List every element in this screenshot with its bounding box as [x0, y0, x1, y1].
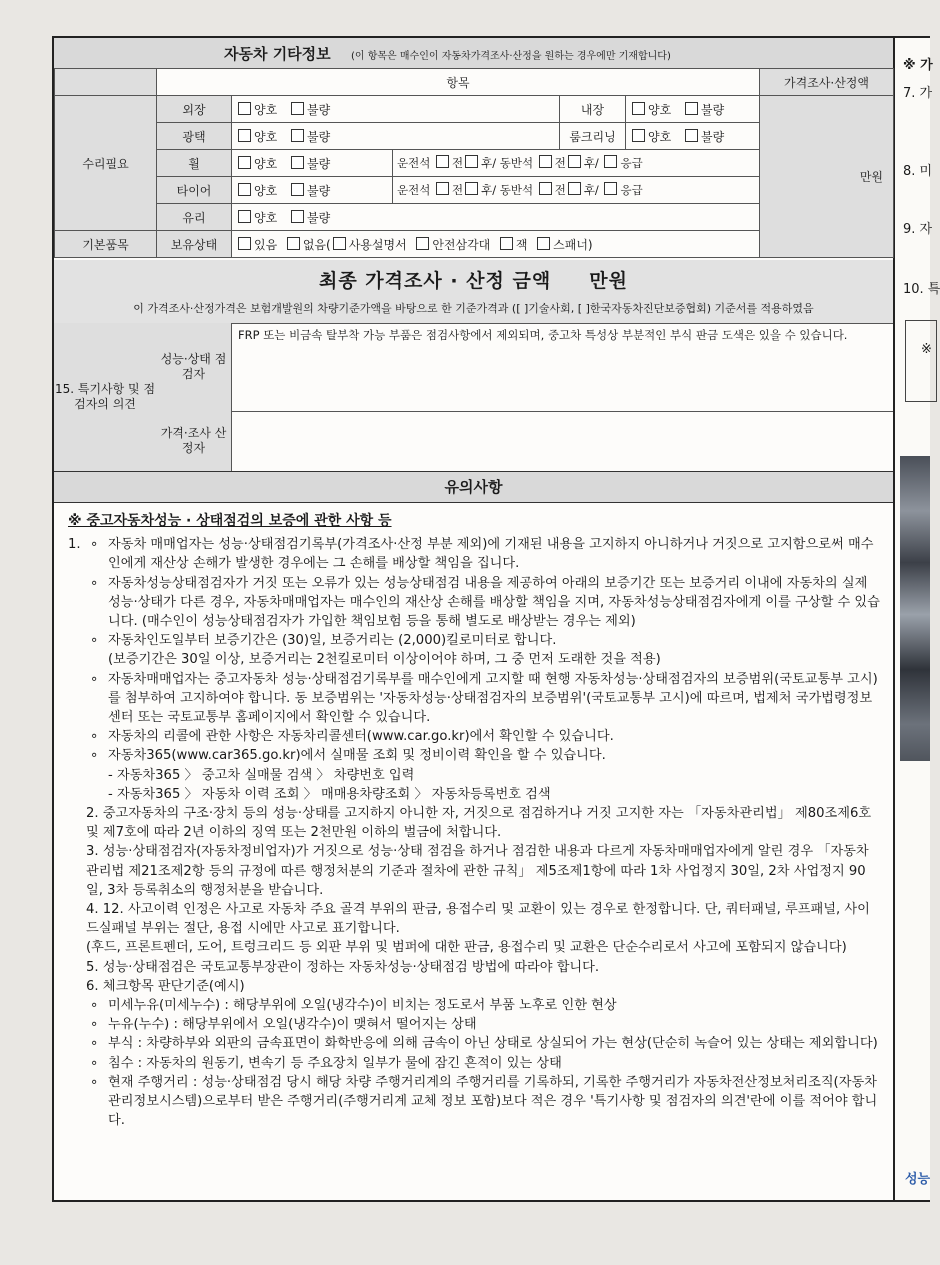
tire-bad-checkbox[interactable]: [291, 183, 304, 196]
notice-item-6: 6. 체크항목 판단기준(예시): [86, 978, 245, 994]
notice-item-2: 2. 중고자동차의 구조·장치 등의 성능·상태를 고지하지 아니한 자, 거짓으로 점검하거나 거짓 고지한 자는 「자동차관리법」 제80조제6호 및 제7호에 따라 2년 이하의 징역 또는 2천만원 이하의 벌금에 처합니다.: [86, 806, 872, 841]
criteria-item: ∘ 누유(누수) : 해당부위에서 오일(냉각수)이 맺혀서 떨어지는 상태: [90, 1017, 477, 1033]
row-gloss: 광택: [157, 123, 232, 150]
final-price-row: [54, 260, 893, 324]
gloss-bad-checkbox[interactable]: [291, 129, 304, 142]
possession-have-checkbox[interactable]: [238, 237, 251, 250]
wheel-driver-rear-checkbox[interactable]: [465, 155, 478, 168]
manual-checkbox[interactable]: [333, 237, 346, 250]
glass-good-checkbox[interactable]: [238, 210, 251, 223]
wheel-passenger-rear-checkbox[interactable]: [568, 155, 581, 168]
interior-good-checkbox[interactable]: [632, 102, 645, 115]
tire-passenger-front-checkbox[interactable]: [539, 182, 552, 195]
tire-good-checkbox[interactable]: [238, 183, 251, 196]
appraiser-opinion-row: [156, 411, 893, 471]
tire-passenger-rear-checkbox[interactable]: [568, 182, 581, 195]
criteria-item: ∘ 부식 : 차량하부와 외판의 금속표면이 화학반응에 의해 금속이 아닌 상태로 상실되어 가는 현상(단순히 녹슬어 있는 상태는 제외합니다): [90, 1036, 878, 1052]
row-room-cleaning: 룸크리닝: [560, 123, 626, 150]
car-photo: [900, 456, 930, 761]
notice-bullet: ∘ 자동차365(www.car365.go.kr)에서 실매물 조회 및 정비이력 확인을 할 수 있습니다.: [90, 748, 606, 764]
wheel-good-checkbox[interactable]: [238, 156, 251, 169]
glass-bad-checkbox[interactable]: [291, 210, 304, 223]
adjacent-text: ※ 가: [903, 58, 933, 73]
inspection-sheet: [52, 36, 895, 1202]
row-interior: 내장: [560, 96, 626, 123]
exterior-bad-checkbox[interactable]: [291, 102, 304, 115]
spanner-checkbox[interactable]: [537, 237, 550, 250]
notice-subline: - 자동차365 〉 자동차 이력 조회 〉 매매용차량조회 〉 자동차등록번호 검색: [108, 786, 551, 802]
tire-emergency-checkbox[interactable]: [604, 182, 617, 195]
notice-bullet: ∘ 자동차성능상태점검자가 거짓 또는 오류가 있는 성능상태점검 내용을 제공하여 아래의 보증기간 또는 보증거리 이내에 자동차의 실제 성능·상태가 다른 경우, 자동차매매업자는 매수인의 재산상 손해를 배상할 책임을 지며, 자동차성능상태점검자에게 이를 구상할 수 있습니다. (매수인이 성능상태점검자가 가입한 책임보험 등을 통해 별도로 배상받는 경우는 제외): [90, 575, 880, 630]
inspector-opinion-text: FRP 또는 비금속 탈부착 가능 부품은 점검사항에서 제외되며, 중고차 특성상 부분적인 부식 판금 도색은 있을 수 있습니다.: [238, 328, 848, 342]
adjacent-page-edge: [895, 36, 940, 1202]
wheel-driver-front-checkbox[interactable]: [436, 155, 449, 168]
section-title: 자동차 기타정보: [224, 45, 331, 63]
price-unit: 만원: [760, 96, 894, 258]
row-tire: 타이어: [157, 177, 232, 204]
criteria-item: ∘ 현재 주행거리 : 성능·상태점검 당시 해당 차량 주행거리계의 주행거리를 기록하되, 기록한 주행거리가 자동차전산정보처리조직(자동차관리정보시스템)으로부터 받은 주행거리(주행거리계 교체 정보 포함)보다 적은 경우 '특기사항 및 점검자의 의견'란에 이를 적어야 합니다.: [90, 1074, 878, 1129]
notice-body: [68, 512, 880, 1131]
notice-subline: - 자동차365 〉 중고차 실매물 검색 〉 차량번호 입력: [108, 767, 415, 783]
section-header: [54, 38, 893, 69]
adjacent-text: 9. 자: [903, 222, 933, 237]
possession-none-checkbox[interactable]: [287, 237, 300, 250]
other-info-table: 항목 가격조사·산정액 수리필요 외장 양호 불량 내장 양호 불량 만원 광택 양호 불량 룸크리닝 양호 불량 휠 양호 불량 운전석 전 후/ 동반석 전 후/ 응급 타이어 양호 불량 운전석 전 후/ 동반석 전 후/ 응급 유리 양호 불량 기본품목 보유상태 있음 없음( 사용설명서 안전삼각대 잭 스패너): [54, 68, 894, 258]
wheel-emergency-checkbox[interactable]: [604, 155, 617, 168]
special-notes-section: [54, 323, 893, 471]
criteria-item: ∘ 침수 : 자동차의 원동기, 변속기 등 주요장치 일부가 물에 잠긴 흔적이 있는 상태: [90, 1055, 562, 1071]
criteria-item: ∘ 미세누유(미세누수) : 해당부위에 오일(냉각수)이 비치는 정도로서 부품 노후로 인한 현상: [90, 998, 617, 1014]
adjacent-text: ※: [921, 342, 932, 357]
notice-item-3: 3. 성능·상태점검자(자동차정비업자)가 거짓으로 성능·상태 점검을 하거나 점검한 내용과 다르게 자동차매매업자에게 알린 경우 「자동차관리법 제21조제2항 등의 규정에 따른 행정처분의 기준과 절차에 관한 규칙」 제5조제1항에 따라 1차 사업정지 30일, 2차 사업정지 90일, 3차 등록취소의 행정처분을 받습니다.: [86, 844, 869, 898]
section-subtitle: (이 항목은 매수인이 자동차가격조사·산정을 원하는 경우에만 기재합니다): [351, 51, 671, 62]
col-item-header: 항목: [157, 69, 760, 96]
gloss-good-checkbox[interactable]: [238, 129, 251, 142]
notice-item-1: 1. ∘ 자동차 매매업자는 성능·상태점검기록부(가격조사·산정 부분 제외)에 기재된 내용을 고지하지 아니하거나 거짓으로 고지함으로써 매수인에게 재산상 손해가 발생한 경우에는 그 손해를 배상할 책임을 집니다.: [68, 537, 874, 572]
row-exterior: 외장: [157, 96, 232, 123]
notice-title: ※ 중고자동차성능 · 상태점검의 보증에 관한 사항 등: [68, 513, 392, 529]
notice-subline: (보증기간은 30일 이상, 보증거리는 2천킬로미터 이상이어야 하며, 그 중 먼저 도래한 것을 적용): [108, 652, 661, 668]
final-price-note: 이 가격조사·산정가격은 보험개발원의 차량기준가액을 바탕으로 한 기준가격과 ([ ]기술사회, [ ]한국자동차진단보증협회) 기준서를 적용하였음: [133, 302, 814, 315]
tire-driver-front-checkbox[interactable]: [436, 182, 449, 195]
triangle-checkbox[interactable]: [416, 237, 429, 250]
cleaning-bad-checkbox[interactable]: [685, 129, 698, 142]
adjacent-text: 10. 특: [903, 282, 940, 297]
col-price-header: 가격조사·산정액: [760, 69, 894, 96]
notice-item-4-sub: (후드, 프론트펜더, 도어, 트렁크리드 등 외판 부위 및 범퍼에 대한 판금, 용접수리 및 교환은 단순수리로서 사고에 포함되지 않습니다): [86, 940, 847, 956]
adjacent-text: 8. 미: [903, 164, 933, 179]
interior-bad-checkbox[interactable]: [685, 102, 698, 115]
notice-bullet: ∘ 자동차매매업자는 중고자동차 성능·상태점검기록부를 매수인에게 고지할 때 현행 자동차성능·상태점검자의 보증범위(국토교통부 고시)를 첨부하여 고지하여야 합니다. 동 보증범위는 '자동차성능·상태점검자의 보증범위'(국토교통부 고시)에 따르며, 법제처 국가법령정보센터 또는 국토교통부 홈페이지에서 확인할 수 있습니다.: [90, 671, 878, 726]
notice-item-4: 4. 12. 사고이력 인정은 사고로 자동차 주요 골격 부위의 판금, 용접수리 및 교환이 있는 경우로 한정합니다. 단, 쿼터패널, 루프패널, 사이드실패널 부위는 절단, 용접 시에만 사고로 표기합니다.: [86, 902, 870, 937]
special-notes-label: 15. 특기사항 및 점검자의 의견: [54, 323, 157, 471]
basic-items-label: 기본품목: [55, 231, 157, 258]
notice-bullet: ∘ 자동차의 리콜에 관한 사항은 자동차리콜센터(www.car.go.kr)에서 확인할 수 있습니다.: [90, 729, 614, 745]
adjacent-text: 7. 가: [903, 86, 933, 101]
adjacent-text: 성능: [905, 1172, 931, 1187]
repair-needed-label: 수리필요: [55, 96, 157, 231]
tire-driver-rear-checkbox[interactable]: [465, 182, 478, 195]
notice-bullet: ∘ 자동차인도일부터 보증기간은 (30)일, 보증거리는 (2,000)킬로미터로 합니다.: [90, 633, 557, 649]
exterior-good-checkbox[interactable]: [238, 102, 251, 115]
cleaning-good-checkbox[interactable]: [632, 129, 645, 142]
appraiser-label: 가격·조사 산정자: [156, 411, 232, 471]
jack-checkbox[interactable]: [500, 237, 513, 250]
final-price-title: 최종 가격조사 · 산정 금액 만원: [318, 270, 628, 292]
wheel-bad-checkbox[interactable]: [291, 156, 304, 169]
notice-item-5: 5. 성능·상태점검은 국토교통부장관이 정하는 자동차성능·상태점검 방법에 따라야 합니다.: [86, 959, 600, 975]
inspector-label: 성능·상태 점검자: [156, 323, 232, 411]
row-wheel: 휠: [157, 150, 232, 177]
adjacent-box: [905, 320, 937, 402]
row-glass: 유리: [157, 204, 232, 231]
row-possession: 보유상태: [157, 231, 232, 258]
wheel-passenger-front-checkbox[interactable]: [539, 155, 552, 168]
notice-header: 유의사항: [54, 471, 893, 503]
inspector-opinion-row: [156, 323, 893, 412]
